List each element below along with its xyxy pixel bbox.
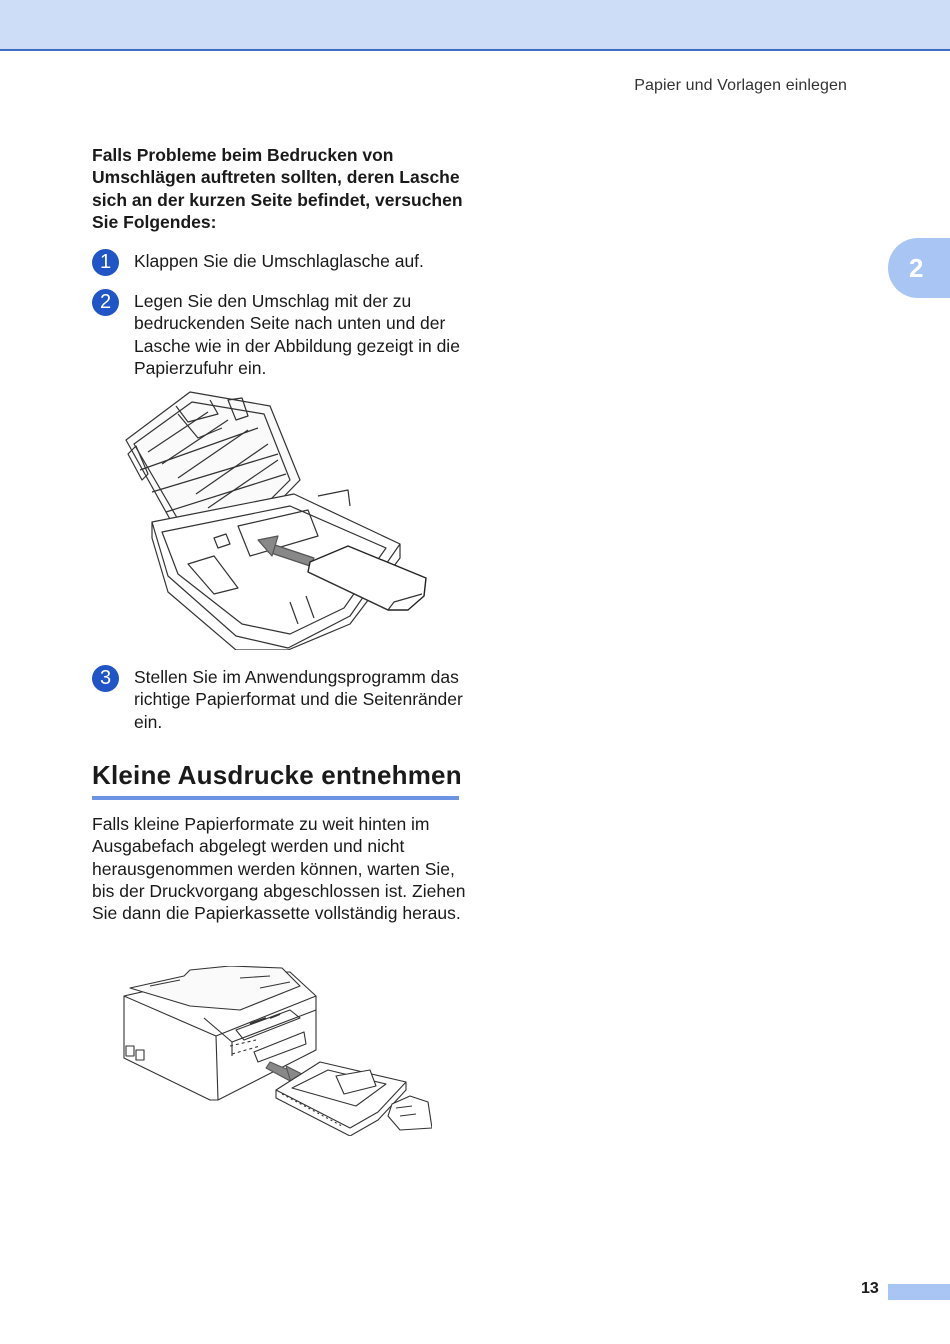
step-number-badge: 2 [92, 289, 119, 316]
step-text: Legen Sie den Umschlag mit der zu bedruckenden Seite nach unten und der Lasche wie in der Abbildung gezeigt in die Papierzufuhr ein. [134, 291, 460, 378]
chapter-tab [888, 238, 950, 298]
page-number: 13 [861, 1280, 879, 1297]
section-title: Kleine Ausdrucke entnehmen [92, 760, 462, 790]
step-number-badge: 1 [92, 249, 119, 276]
section-underline [92, 796, 459, 800]
section-paragraph: Falls kleine Papierformate zu weit hinten im Ausgabefach abgelegt werden und nicht herausgenommen werden können, warten Sie, bis der Druckvorgang abgeschlossen ist. Ziehen Sie dann die Papierkassette vollständig heraus. [92, 814, 466, 924]
step-text: Klappen Sie die Umschlaglasche auf. [134, 251, 424, 271]
step-number-badge: 3 [92, 665, 119, 692]
footer-tab [888, 1284, 950, 1300]
header-band [0, 0, 950, 51]
printer-tray-removal-illustration [120, 966, 432, 1136]
intro-paragraph: Falls Probleme beim Bedrucken von Umschlägen auftreten sollten, deren Lasche sich an der kurzen Seite befindet, versuchen Sie Folgendes: [92, 145, 463, 232]
running-header: Papier und Vorlagen einlegen [634, 77, 847, 94]
chapter-number: 2 [909, 252, 924, 283]
paper-tray-envelope-illustration [118, 388, 430, 650]
step-text: Stellen Sie im Anwendungsprogramm das richtige Papierformat und die Seitenränder ein. [134, 667, 463, 732]
